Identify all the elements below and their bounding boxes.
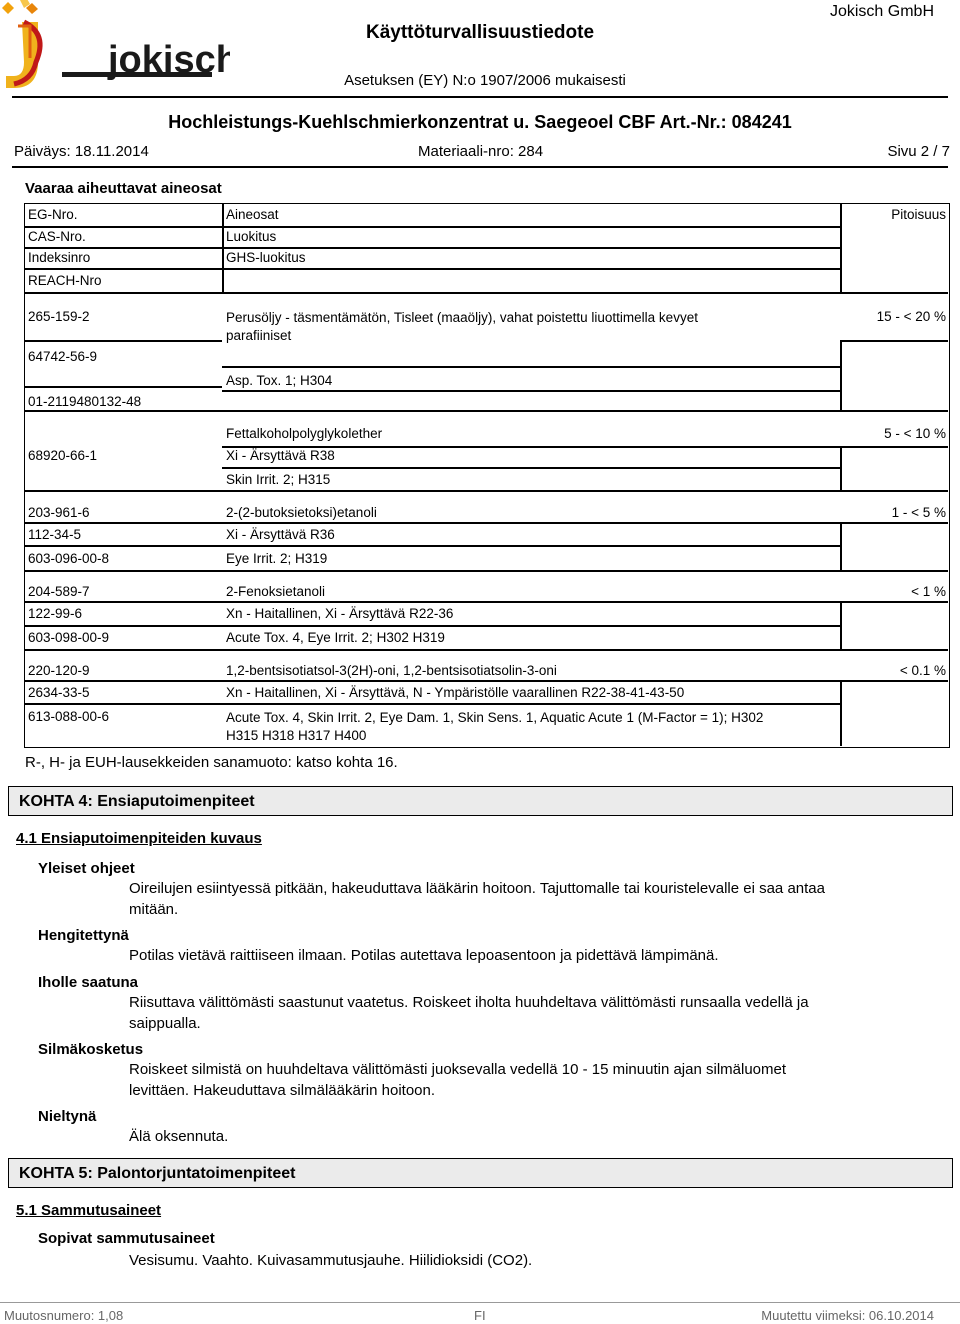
row4-cas: 122-99-6 xyxy=(28,606,83,621)
skin-contact-label: Iholle saatuna xyxy=(38,974,139,991)
header-divider-bottom xyxy=(12,166,948,168)
row4-substance: 2-Fenoksietanoli xyxy=(226,584,326,599)
material-number: Materiaali-nro: 284 xyxy=(418,143,544,160)
phrases-note: R-, H- ja EUH-lausekkeiden sanamuoto: katso kohta 16. xyxy=(25,754,398,771)
section-5-header: KOHTA 5: Palontorjuntatoimenpiteet xyxy=(8,1158,953,1188)
row4-eg: 204-589-7 xyxy=(28,584,90,599)
row4-concentration: < 1 % xyxy=(911,584,946,599)
row3-substance: 2-(2-butoksietoksi)etanoli xyxy=(226,505,377,520)
row2-classification: Xi - Ärsyttävä R38 xyxy=(226,448,335,463)
eye-contact-label: Silmäkosketus xyxy=(38,1041,144,1058)
row3-cas: 112-34-5 xyxy=(28,527,82,542)
row1-substance: Perusöljy - täsmentämätön, Tisleet (maaöljy), vahat poistettu liuottimella kevyet parafiiniset xyxy=(226,310,698,343)
company-name: Jokisch GmbH xyxy=(829,3,934,20)
general-advice-text: Oireilujen esiintyessä pitkään, hakeuduttava lääkärin hoitoon. Tajuttomalle tai kouristelevalle ei saa antaa mitään. xyxy=(129,880,825,918)
header-divider xyxy=(12,96,948,98)
last-modified: Muutettu viimeksi: 06.10.2014 xyxy=(761,1308,934,1323)
row5-eg: 220-120-9 xyxy=(28,663,90,678)
skin-contact-text: Riisuttava välittömästi saastunut vaatetus. Roiskeet iholta huuhdeltava välittömästi runsaalla vedellä ja saippualla. xyxy=(129,994,809,1032)
company-logo xyxy=(0,0,230,95)
row4-index: 603-098-00-9 xyxy=(28,630,110,645)
page-number: Sivu 2 / 7 xyxy=(887,143,950,160)
row4-classification: Xn - Haitallinen, Xi - Ärsyttävä R22-36 xyxy=(226,606,454,621)
issue-date: Päiväys: 18.11.2014 xyxy=(14,143,149,160)
ingestion-label: Nieltynä xyxy=(38,1108,97,1125)
section-5-1-heading: 5.1 Sammutusaineet xyxy=(16,1202,162,1219)
inhalation-text: Potilas vietävä raittiiseen ilmaan. Potilas autettava lepoasentoon ja pidettävä lämpimänä. xyxy=(129,947,719,964)
row5-classification: Xn - Haitallinen, Xi - Ärsyttävä, N - Ympäristölle vaarallinen R22-38-41-43-50 xyxy=(226,685,685,700)
col-header-substance: Aineosat xyxy=(226,207,279,222)
extinguishing-media-label: Sopivat sammutusaineet xyxy=(38,1230,215,1247)
row3-classification: Xi - Ärsyttävä R36 xyxy=(226,527,335,542)
col-header-classification: Luokitus xyxy=(226,229,277,244)
inhalation-label: Hengitettynä xyxy=(38,927,129,944)
col-header-reach: REACH-Nro xyxy=(28,273,102,288)
row3-concentration: 1 - < 5 % xyxy=(891,505,946,520)
row5-concentration: < 0.1 % xyxy=(899,663,946,678)
row5-ghs: Acute Tox. 4, Skin Irrit. 2, Eye Dam. 1, Skin Sens. 1, Aquatic Acute 1 (M-Factor = 1); H302 H315 H318 H317 H400 xyxy=(226,710,764,743)
row2-cas: 68920-66-1 xyxy=(28,448,98,463)
general-advice-label: Yleiset ohjeet xyxy=(38,860,135,877)
footer-divider xyxy=(0,1302,960,1303)
section-4-1-heading: 4.1 Ensiaputoimenpiteiden kuvaus xyxy=(16,830,262,847)
row2-concentration: 5 - < 10 % xyxy=(884,426,946,441)
row2-ghs: Skin Irrit. 2; H315 xyxy=(226,472,331,487)
regulation-text: Asetuksen (EY) N:o 1907/2006 mukaisesti xyxy=(344,72,626,89)
row1-concentration: 15 - < 20 % xyxy=(876,309,946,324)
row2-substance: Fettalkoholpolyglykolether xyxy=(226,426,383,441)
row5-index: 613-088-00-6 xyxy=(28,709,110,724)
product-name: Hochleistungs-Kuehlschmierkonzentrat u. Saegeoel CBF Art.-Nr.: 084241 xyxy=(168,112,792,132)
document-title: Käyttöturvallisuustiedote xyxy=(365,22,595,43)
col-header-ghs: GHS-luokitus xyxy=(226,250,306,265)
row1-cas: 64742-56-9 xyxy=(28,349,98,364)
row1-ghs: Asp. Tox. 1; H304 xyxy=(226,373,333,388)
extinguishing-media-text: Vesisumu. Vaahto. Kuivasammutusjauhe. Hiilidioksidi (CO2). xyxy=(129,1252,533,1269)
row1-eg: 265-159-2 xyxy=(28,309,90,324)
row3-ghs: Eye Irrit. 2; H319 xyxy=(226,551,328,566)
row1-reach: 01-2119480132-48 xyxy=(28,394,142,409)
col-header-index: Indeksinro xyxy=(28,250,91,265)
section-4-header: KOHTA 4: Ensiaputoimenpiteet xyxy=(8,786,953,816)
row3-eg: 203-961-6 xyxy=(28,505,90,520)
col-header-cas: CAS-Nro. xyxy=(28,229,86,244)
row5-substance: 1,2-bentsisotiatsol-3(2H)-oni, 1,2-bentsisotiatsolin-3-oni xyxy=(226,663,557,678)
row3-index: 603-096-00-8 xyxy=(28,551,110,566)
ingestion-text: Älä oksennuta. xyxy=(129,1128,229,1145)
row5-cas: 2634-33-5 xyxy=(28,685,90,700)
revision-number: Muutosnumero: 1,08 xyxy=(4,1308,124,1323)
col-header-concentration: Pitoisuus xyxy=(891,207,946,222)
eye-contact-text: Roiskeet silmistä on huuhdeltava välittömästi juoksevalla vedellä 10 - 15 minuutin ajan silmäluomet levittäen. Hakeuduttava silmälääkärin hoitoon. xyxy=(129,1061,787,1099)
col-header-eg: EG-Nro. xyxy=(28,207,78,222)
section-heading: Vaaraa aiheuttavat aineosat xyxy=(25,180,222,197)
logo-text: jokisch xyxy=(108,39,230,81)
row4-ghs: Acute Tox. 4, Eye Irrit. 2; H302 H319 xyxy=(226,630,445,645)
language-code: FI xyxy=(474,1308,486,1323)
